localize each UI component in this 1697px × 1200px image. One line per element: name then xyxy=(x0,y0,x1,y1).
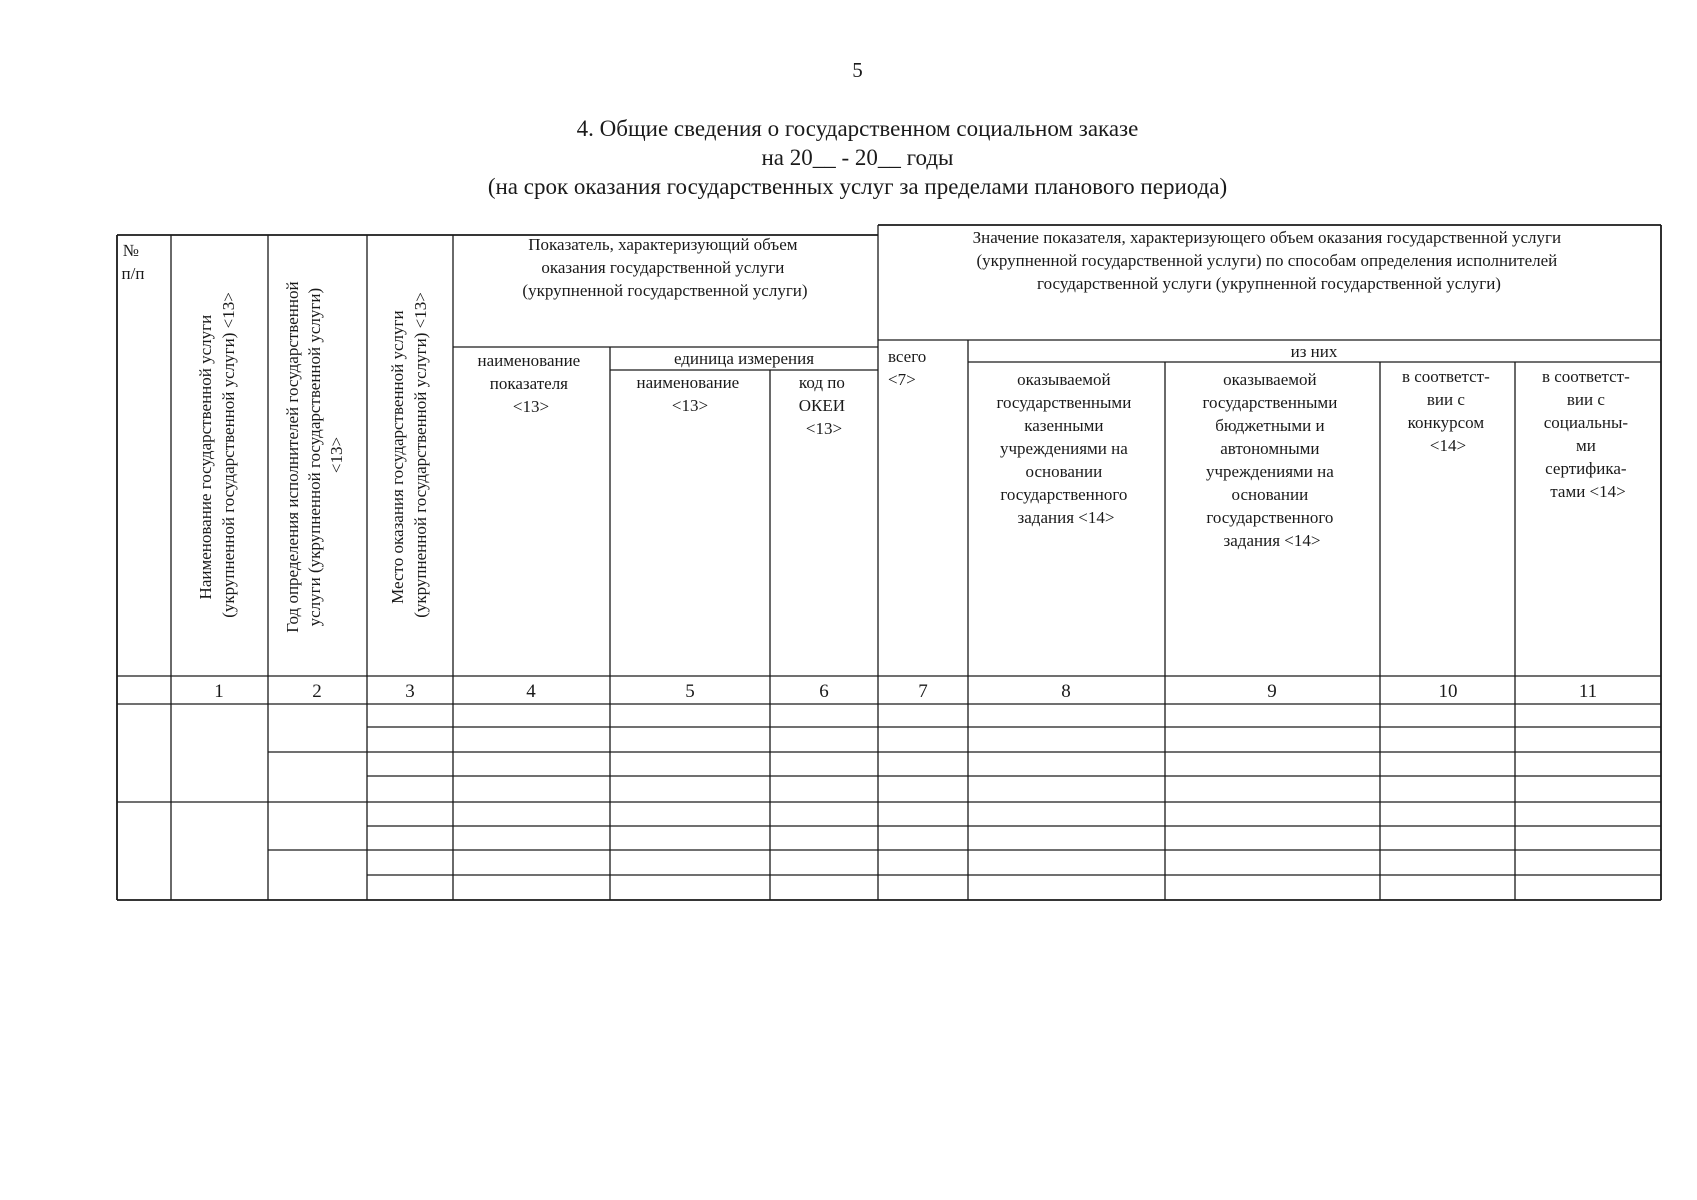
header-text-line: задания <14> xyxy=(1223,531,1321,550)
header-text-line: Место оказания государственной услуги xyxy=(388,310,407,604)
header-text-line: ОКЕИ xyxy=(798,396,846,415)
column-number: 2 xyxy=(312,681,322,702)
header-indicator-group xyxy=(522,235,807,300)
header-text-line: конкурсом xyxy=(1407,413,1485,432)
column-number: 9 xyxy=(1267,681,1277,702)
header-text-line: № xyxy=(122,241,139,260)
header-state-institutions xyxy=(996,370,1135,527)
header-text-line: Значение показателя, характеризующего объем оказания государственной услуги xyxy=(972,228,1562,247)
header-total xyxy=(888,347,931,389)
header-text-line: <7> xyxy=(888,370,916,389)
header-text-line: услуги (укрупненной государственной услуги) xyxy=(305,287,324,627)
header-text-line: оказания государственной услуги xyxy=(541,258,785,277)
header-text-line: вии с xyxy=(1566,390,1605,409)
header-indicator-name xyxy=(478,351,585,416)
header-text-line: государственной услуги (укрупненной государственной услуги) xyxy=(1037,274,1501,293)
header-text-line: Наименование государственной услуги xyxy=(196,314,215,600)
header-text-line: оказываемой xyxy=(1017,370,1111,389)
header-text-line: всего xyxy=(888,347,927,366)
header-unit-name xyxy=(637,373,744,415)
header-text-line: п/п xyxy=(121,264,145,283)
header-value-group xyxy=(973,228,1566,293)
header-text-line: казенными xyxy=(1024,416,1104,435)
header-text-line: основании xyxy=(1231,485,1309,504)
header-text-line: автономными xyxy=(1220,439,1320,458)
header-budget-institutions xyxy=(1202,370,1341,550)
header-text-line: Год определения исполнителей государственной xyxy=(283,281,302,633)
header-text-line: (укрупненной государственной услуги) по способам определения исполнителей xyxy=(976,251,1558,270)
column-number: 5 xyxy=(685,681,695,702)
header-text-line: государственного xyxy=(1206,508,1334,527)
column-number: 8 xyxy=(1061,681,1071,702)
header-contractor-year xyxy=(283,277,346,633)
header-text-line: государственными xyxy=(996,393,1132,412)
header-text-line: учреждениями на xyxy=(999,439,1128,458)
header-unit-group: единица измерения xyxy=(673,349,815,368)
header-of-them: из них xyxy=(1290,342,1338,361)
header-text-line: (укрупненной государственной услуги) <13> xyxy=(219,292,238,618)
column-number-row xyxy=(214,681,1597,702)
column-number: 3 xyxy=(405,681,415,702)
header-text-line: тами <14> xyxy=(1550,482,1626,501)
header-text-line: <13> xyxy=(327,436,346,474)
header-text-line: код по xyxy=(798,373,845,392)
header-text-line: государственными xyxy=(1202,393,1338,412)
header-text-line: наименование xyxy=(477,351,581,370)
header-text-line: основании xyxy=(1025,462,1103,481)
header-text-line: в соответст- xyxy=(1401,367,1490,386)
header-text-line: <13> xyxy=(805,419,843,438)
title-line-1: 4. Общие сведения о государственном социальном заказе xyxy=(576,116,1139,141)
header-text-line: наименование xyxy=(636,373,740,392)
header-text-line: Показатель, характеризующий объем xyxy=(528,235,798,254)
header-text-line: социальны- xyxy=(1543,413,1629,432)
column-number: 1 xyxy=(214,681,224,702)
header-text-line: <14> xyxy=(1429,436,1467,455)
title-line-3: (на срок оказания государственных услуг за пределами планового периода) xyxy=(487,174,1228,199)
header-text-line: учреждениями на xyxy=(1205,462,1334,481)
header-text-line: вии с xyxy=(1426,390,1465,409)
header-text-line: ми xyxy=(1575,436,1596,455)
header-text-line: задания <14> xyxy=(1017,508,1115,527)
header-text-line: (укрупненной государственной услуги) <13> xyxy=(411,292,430,618)
header-text-line: бюджетными и xyxy=(1215,416,1325,435)
header-text-line: государственного xyxy=(1000,485,1128,504)
column-number: 11 xyxy=(1578,681,1598,702)
title-line-2: на 20__ - 20__ годы xyxy=(761,145,954,170)
header-text-line: сертифика- xyxy=(1545,459,1627,478)
header-text-line: (укрупненной государственной услуги) xyxy=(522,281,808,300)
header-social-certificates xyxy=(1542,367,1634,501)
column-number: 4 xyxy=(526,681,536,702)
header-text-line: показателя xyxy=(489,374,568,393)
page-number: 5 xyxy=(852,58,863,82)
table-grid-lines xyxy=(117,225,1661,900)
header-text-line: оказываемой xyxy=(1223,370,1317,389)
header-text-line: в соответст- xyxy=(1541,367,1630,386)
header-row-number xyxy=(122,241,145,283)
header-service-name xyxy=(196,292,238,618)
column-number: 6 xyxy=(819,681,829,702)
header-text-line: <13> xyxy=(512,397,550,416)
header-text-line: <13> xyxy=(671,396,709,415)
column-number: 10 xyxy=(1438,681,1458,702)
header-service-place xyxy=(388,292,430,618)
header-competition xyxy=(1402,367,1494,455)
column-number: 7 xyxy=(918,681,928,702)
header-okei-code xyxy=(799,373,850,438)
